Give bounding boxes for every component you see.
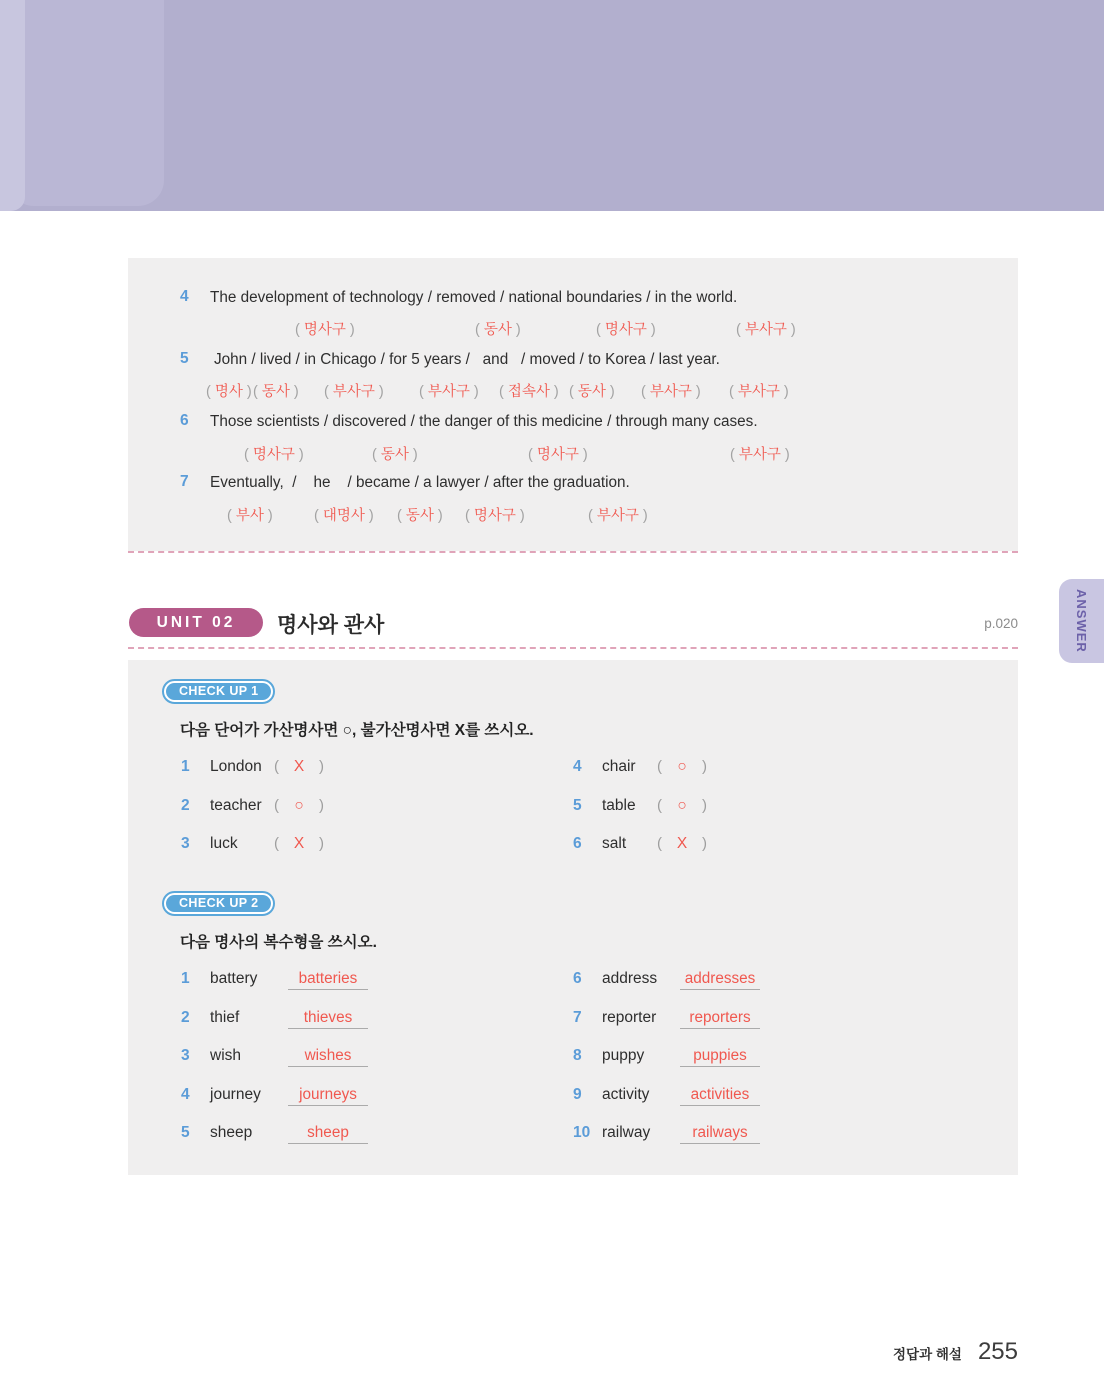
header-banner [0,0,1104,211]
item-word: battery [210,970,258,987]
item-number: 5 [180,350,189,367]
pos-label: ( 부사구 ) [324,380,384,401]
unit-page-reference: p.020 [984,616,1018,631]
pos-label: ( 명사구 ) [465,504,525,525]
item-word: journey [210,1086,261,1103]
checkup2-item [181,1047,368,1069]
answer-parentheses [274,797,324,815]
pos-label: ( 부사구 ) [730,443,790,464]
answer-value: ( ○ [677,758,687,775]
checkup-box [128,660,1018,1175]
item-number: 4 [180,288,189,305]
pos-label: ( 동사 ) [475,318,521,339]
checkup1-instruction: 다음 단어가 가산명사면 ○, 불가산명사면 X를 쓰시오. [180,722,534,739]
checkup2-item [573,1124,760,1146]
item-word: London [210,758,262,775]
pos-label: ( 명사구 ) [528,443,588,464]
item-sentence: Eventually, / he / became / a lawyer / after the graduation. [210,474,630,491]
item-word: thief [210,1009,240,1026]
item-number: 7 [573,1009,582,1026]
answer-blank: reporters [680,1009,760,1029]
pos-label: ( 부사구 ) [588,504,648,525]
pos-label: ( 동사 ) [569,380,615,401]
item-word: teacher [210,797,262,814]
checkup2-item [573,970,760,992]
item-sentence: John / lived / in Chicago / for 5 years / and / moved / to Korea / last year. [214,351,720,368]
answer-value: ( ○ [294,797,304,814]
item-number: 9 [573,1086,582,1103]
item-number: 6 [573,970,582,987]
checkup2-badge-label: CHECK UP 2 [166,895,271,912]
checkup1-badge-label: CHECK UP 1 [166,683,271,700]
item-word: table [602,797,636,814]
item-number: 2 [181,1009,190,1026]
item-word: address [602,970,658,987]
answer-value: ( ○ [677,797,687,814]
item-number: 3 [181,835,190,852]
item-number: 2 [181,797,190,814]
pos-label: ( 부사구 ) [419,380,479,401]
checkup1-item [181,797,324,819]
item-number: 4 [181,1086,190,1103]
answer-blank: activities [680,1086,760,1106]
answer-parentheses [657,758,707,776]
section-divider-dashed [128,551,1018,553]
page-footer [128,1338,1018,1366]
analysis-item-4 [128,288,1018,310]
pos-label: ( 부사구 ) [641,380,701,401]
item-number: 4 [573,758,582,775]
pos-label: ( 동사 ) [397,504,443,525]
sentence-analysis-box [128,258,1018,551]
pos-label: ( 부사구 ) [729,380,789,401]
checkup2-instruction: 다음 명사의 복수형을 쓰시오. [180,934,377,951]
checkup2-item [181,1009,368,1031]
answer-value: ( X [293,758,305,775]
item-word: railway [602,1124,651,1141]
pos-label: ( 동사 ) [253,380,299,401]
answer-blank: railways [680,1124,760,1144]
item-number: 8 [573,1047,582,1064]
analysis-item-7 [128,473,1018,495]
item-number: 10 [573,1124,591,1141]
item-number: 5 [573,797,582,814]
pos-label: ( 대명사 ) [314,504,374,525]
answer-parentheses [657,797,707,815]
item-number: 6 [573,835,582,852]
pos-label: ( 부사구 ) [736,318,796,339]
answer-blank: puppies [680,1047,760,1067]
checkup2-item [573,1086,760,1108]
item-word: salt [602,835,627,852]
item-word: reporter [602,1009,657,1026]
checkup2-item [181,970,368,992]
answer-blank: wishes [288,1047,368,1067]
item-word: activity [602,1086,650,1103]
header-banner-stripe [8,0,164,206]
item-sentence: Those scientists / discovered / the danger of this medicine / through many cases. [210,413,758,430]
item-word: luck [210,835,238,852]
item-number: 1 [181,970,190,987]
unit-title: 명사와 관사 [277,614,385,637]
item-word: puppy [602,1047,645,1064]
analysis-item-5 [128,350,1018,372]
answer-tab-label: ANSWER [1074,589,1089,653]
pos-label: ( 명사구 ) [244,443,304,464]
item-number: 6 [180,412,189,429]
item-number: 3 [181,1047,190,1064]
answer-blank: addresses [680,970,760,990]
answer-blank: sheep [288,1124,368,1144]
item-number: 7 [180,473,189,490]
item-word: chair [602,758,636,775]
answer-value: ( X [293,835,305,852]
analysis-labels-7 [128,504,1018,526]
checkup1-item [573,797,707,819]
analysis-labels-4 [128,318,1018,340]
checkup1-item [181,758,324,780]
checkup1-item [181,835,324,857]
pos-label: ( 접속사 ) [499,380,559,401]
pos-label: ( 동사 ) [372,443,418,464]
item-word: wish [210,1047,242,1064]
checkup2-item [181,1124,368,1146]
checkup1-item [573,758,707,780]
checkup2-item [181,1086,368,1108]
analysis-labels-5 [128,380,1018,402]
answer-blank: journeys [288,1086,368,1106]
answer-parentheses [657,835,707,853]
unit-badge-label: UNIT 02 [156,613,236,631]
header-banner-edge [0,0,25,211]
page-number: 255 [977,1338,1018,1365]
answer-value: ( X [676,835,688,852]
checkup2-badge [162,891,275,916]
answer-parentheses [274,758,324,776]
item-number: 5 [181,1124,190,1141]
checkup1-badge [162,679,275,704]
item-word: sheep [210,1124,253,1141]
answer-section-tab [1059,579,1104,663]
answer-blank: batteries [288,970,368,990]
answer-parentheses [274,835,324,853]
pos-label: ( 명사구 ) [596,318,656,339]
item-number: 1 [181,758,190,775]
pos-label: ( 명사 ) [206,380,252,401]
pos-label: ( 부사 ) [227,504,273,525]
checkup1-item [573,835,707,857]
analysis-item-6 [128,412,1018,434]
answer-blank: thieves [288,1009,368,1029]
pos-label: ( 명사구 ) [295,318,355,339]
item-sentence: The development of technology / removed / national boundaries / in the world. [210,289,738,306]
unit-divider-dashed [128,647,1018,649]
checkup2-item [573,1047,760,1069]
footer-section-label: 정답과 해설 [892,1347,962,1362]
checkup2-item [573,1009,760,1031]
analysis-labels-6 [128,443,1018,465]
